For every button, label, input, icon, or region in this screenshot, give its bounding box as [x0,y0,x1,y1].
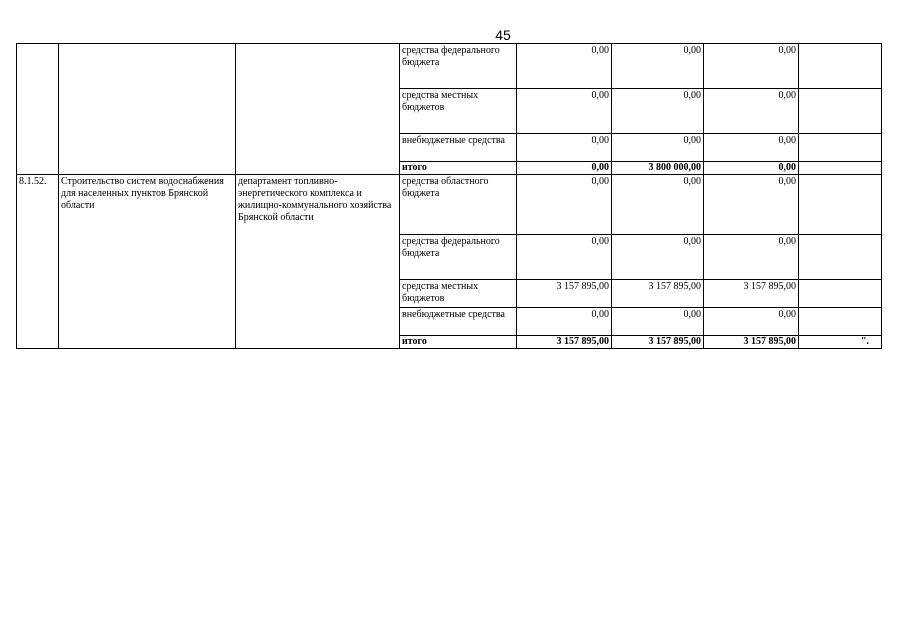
total-value-cell: 0,00 [704,162,799,175]
funding-source-cell: средства местных бюджетов [400,89,517,134]
extra-cell [799,235,882,280]
value-cell: 0,00 [517,44,612,89]
executor-cell [236,44,400,175]
value-cell: 0,00 [612,134,704,162]
value-cell: 0,00 [517,89,612,134]
value-cell: 3 157 895,00 [704,280,799,308]
extra-cell [799,280,882,308]
total-value-cell: 3 157 895,00 [612,336,704,349]
value-cell: 0,00 [704,44,799,89]
page-number: 45 [495,27,511,43]
name-cell [59,44,236,175]
value-cell: 3 157 895,00 [517,280,612,308]
value-cell: 0,00 [517,134,612,162]
value-cell: 0,00 [704,89,799,134]
value-cell: 0,00 [704,175,799,235]
total-value-cell: 3 800 000,00 [612,162,704,175]
value-cell: 0,00 [612,44,704,89]
value-cell: 0,00 [612,175,704,235]
value-cell: 0,00 [612,308,704,336]
item-executor-cell: департамент топливно-энергетического комплекса и жилищно-коммунального хозяйства Брянской области [236,175,400,349]
value-cell: 0,00 [517,308,612,336]
closing-quote-cell: ". [799,336,882,349]
extra-cell [799,162,882,175]
funding-source-cell: средства местных бюджетов [400,280,517,308]
funding-source-cell: итого [400,162,517,175]
funding-source-cell: итого [400,336,517,349]
value-cell: 0,00 [517,175,612,235]
budget-table [16,43,882,349]
number-cell [17,44,59,175]
extra-cell [799,175,882,235]
value-cell: 0,00 [704,134,799,162]
extra-cell [799,89,882,134]
total-value-cell: 3 157 895,00 [704,336,799,349]
value-cell: 0,00 [517,235,612,280]
extra-cell [799,44,882,89]
item-number-cell: 8.1.52. [17,175,59,349]
total-value-cell: 3 157 895,00 [517,336,612,349]
table-row [17,175,882,235]
value-cell: 0,00 [704,308,799,336]
extra-cell [799,134,882,162]
value-cell: 0,00 [612,89,704,134]
table-row [17,44,882,89]
value-cell: 3 157 895,00 [612,280,704,308]
funding-source-cell: средства федерального бюджета [400,235,517,280]
extra-cell [799,308,882,336]
funding-source-cell: средства федерального бюджета [400,44,517,89]
funding-source-cell: средства областного бюджета [400,175,517,235]
funding-source-cell: внебюджетные средства [400,134,517,162]
funding-source-cell: внебюджетные средства [400,308,517,336]
total-value-cell: 0,00 [517,162,612,175]
item-name-cell: Строительство систем водоснабжения для населенных пунктов Брянской области [59,175,236,349]
value-cell: 0,00 [704,235,799,280]
value-cell: 0,00 [612,235,704,280]
